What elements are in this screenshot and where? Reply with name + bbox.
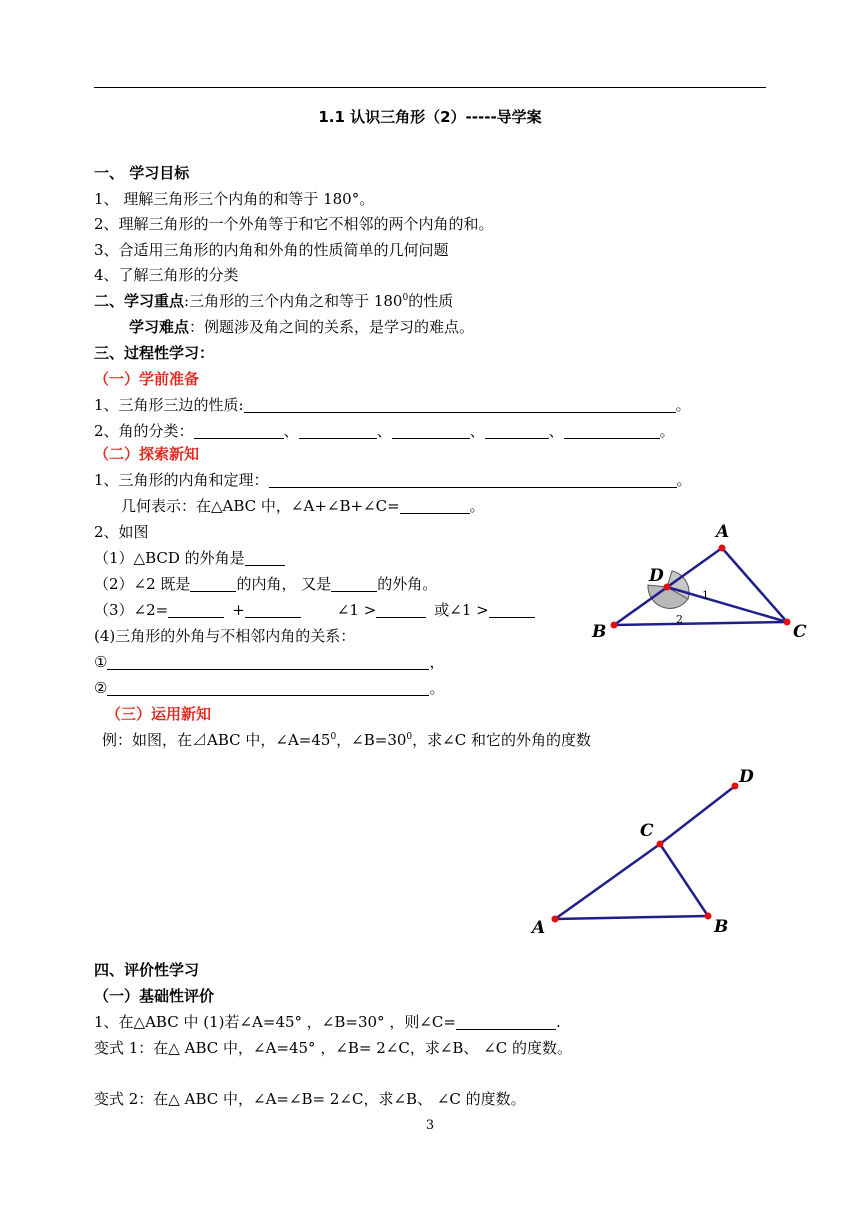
sub-question-2-part-a: （2）∠2 既是 bbox=[94, 575, 191, 593]
separator: 、 bbox=[469, 422, 485, 440]
side-ab bbox=[555, 916, 708, 919]
interior-of-blank[interactable] bbox=[190, 576, 236, 592]
evaluation-question-1 bbox=[94, 1012, 561, 1032]
sub-question-2-part-c: 的外角。 bbox=[377, 575, 438, 593]
basic-evaluation-heading: （一）基础性评价 bbox=[94, 987, 215, 1005]
label-a: A bbox=[716, 522, 730, 542]
explore-heading: （二）探索新知 bbox=[94, 445, 200, 463]
separator: 、 bbox=[548, 422, 564, 440]
segment-dc bbox=[667, 587, 787, 622]
theorem-blank[interactable] bbox=[269, 472, 677, 488]
evaluation-question-1-end: . bbox=[555, 1013, 561, 1031]
sub-question-1 bbox=[94, 548, 285, 568]
explore-question-1-text: 1、三角形的内角和定理： bbox=[94, 471, 269, 489]
label-d: D bbox=[739, 767, 754, 787]
prep-heading: （一）学前准备 bbox=[94, 370, 200, 388]
difficulty-text: ：例题涉及角之间的关系，是学习的难点。 bbox=[189, 318, 475, 336]
focus-line bbox=[94, 291, 453, 311]
angle-sum-blank-1[interactable] bbox=[168, 602, 224, 618]
section-4-heading: 四、评价性学习 bbox=[94, 961, 200, 979]
sub-question-3-part-c: ∠1 > bbox=[336, 601, 377, 619]
conclusion-blank-2[interactable] bbox=[107, 680, 429, 696]
prep-question-2 bbox=[94, 421, 675, 441]
example-line bbox=[102, 730, 591, 750]
example-part-b: ，∠B=30 bbox=[336, 731, 407, 749]
exterior-angle-blank[interactable] bbox=[245, 550, 285, 566]
point-b bbox=[705, 913, 712, 920]
separator: 、 bbox=[283, 422, 299, 440]
focus-label: 二、学习重点 bbox=[94, 292, 185, 310]
sub-question-4: (4)三角形的外角与不相邻内角的关系： bbox=[94, 627, 356, 645]
example-part-a: 例：如图，在⊿ABC 中，∠A=45 bbox=[102, 731, 331, 749]
label-c: C bbox=[640, 821, 654, 841]
angle-c-blank[interactable] bbox=[456, 1014, 556, 1030]
focus-degree: 0 bbox=[402, 293, 409, 303]
label-d: D bbox=[649, 566, 664, 586]
conclusion-1-marker: ① bbox=[94, 653, 108, 671]
geometric-blank[interactable] bbox=[400, 498, 470, 514]
difficulty-line bbox=[129, 317, 474, 337]
explore-question-2: 2、如图 bbox=[94, 523, 149, 541]
angle-type-blank-4[interactable] bbox=[485, 423, 549, 439]
plus-sign: + bbox=[232, 601, 245, 619]
conclusion-2-marker: ② bbox=[94, 679, 108, 697]
example-degree-2: 0 bbox=[406, 732, 413, 742]
conclusion-2-end: 。 bbox=[429, 679, 445, 697]
side-cb bbox=[660, 844, 708, 916]
sub-question-2 bbox=[94, 574, 437, 594]
conclusion-2 bbox=[94, 678, 444, 698]
point-c bbox=[657, 841, 664, 848]
exterior-of-blank[interactable] bbox=[331, 576, 377, 592]
point-a bbox=[719, 545, 726, 552]
prep-blank-1[interactable] bbox=[244, 397, 676, 413]
angle-sum-blank-2[interactable] bbox=[245, 602, 301, 618]
sub-question-3 bbox=[94, 600, 535, 620]
focus-tail: 的性质 bbox=[408, 292, 454, 310]
side-bc bbox=[614, 622, 787, 625]
angle-type-blank-3[interactable] bbox=[392, 423, 470, 439]
geometric-expression bbox=[121, 496, 485, 516]
point-d bbox=[732, 783, 739, 790]
angle-type-blank-2[interactable] bbox=[299, 423, 377, 439]
objective-item-4: 4、了解三角形的分类 bbox=[94, 266, 239, 284]
sub-question-2-part-b: 的内角， 又是 bbox=[236, 575, 332, 593]
objective-item-2: 2、理解三角形的一个外角等于和它不相邻的两个内角的和。 bbox=[94, 215, 494, 233]
greater-than-blank-2[interactable] bbox=[489, 602, 535, 618]
separator: 、 bbox=[376, 422, 392, 440]
conclusion-blank-1[interactable] bbox=[107, 654, 429, 670]
label-angle-2: 2 bbox=[676, 613, 683, 626]
sub-question-3-part-a: （3）∠2= bbox=[94, 601, 169, 619]
apply-heading: （三）运用新知 bbox=[106, 705, 212, 723]
focus-text: :三角形的三个内角之和等于 180 bbox=[184, 292, 403, 310]
example-part-c: ，求∠C 和它的外角的度数 bbox=[412, 731, 591, 749]
conclusion-1 bbox=[94, 652, 444, 672]
angle-type-blank-1[interactable] bbox=[194, 423, 284, 439]
objective-item-1: 1、 理解三角形三个内角的和等于 180°。 bbox=[94, 190, 375, 208]
label-c: C bbox=[793, 622, 807, 642]
document-title: 1.1 认识三角形（2）-----导学案 bbox=[318, 108, 542, 126]
prep-question-1-end: 。 bbox=[675, 396, 691, 414]
geometric-expression-text: 几何表示：在△ABC 中，∠A+∠B+∠C= bbox=[121, 497, 400, 515]
triangle-figure-2 bbox=[520, 760, 790, 945]
label-a: A bbox=[532, 918, 546, 938]
variant-1: 变式 1：在△ ABC 中，∠A=45° ，∠B= 2∠C，求∠B、 ∠C 的度数。 bbox=[94, 1039, 573, 1057]
point-b bbox=[611, 622, 618, 629]
explore-question-1 bbox=[94, 470, 692, 490]
angle-type-blank-5[interactable] bbox=[564, 423, 660, 439]
point-a bbox=[552, 916, 559, 923]
sub-question-1-text: （1）△BCD 的外角是 bbox=[94, 549, 245, 567]
section-1-heading: 一、 学习目标 bbox=[94, 164, 190, 182]
prep-question-1-text: 1、三角形三边的性质: bbox=[94, 396, 244, 414]
example-degree-1: 0 bbox=[330, 732, 337, 742]
geometric-expression-end: 。 bbox=[469, 497, 485, 515]
difficulty-label: 学习难点 bbox=[129, 318, 190, 336]
evaluation-question-1-text: 1、在△ABC 中 (1)若∠A=45° ，∠B=30° ，则∠C= bbox=[94, 1013, 456, 1031]
conclusion-1-end: ， bbox=[429, 653, 445, 671]
greater-than-blank-1[interactable] bbox=[376, 602, 426, 618]
side-ac bbox=[722, 548, 787, 622]
point-c bbox=[784, 619, 791, 626]
label-b: B bbox=[714, 917, 729, 937]
label-b: B bbox=[592, 622, 607, 642]
explore-question-1-end: 。 bbox=[676, 471, 692, 489]
point-d bbox=[664, 584, 671, 591]
header-rule bbox=[94, 87, 766, 88]
label-angle-1: 1 bbox=[702, 589, 709, 602]
prep-question-2-text: 2、角的分类： bbox=[94, 422, 194, 440]
prep-question-1 bbox=[94, 395, 691, 415]
prep-question-2-end: 。 bbox=[659, 422, 675, 440]
objective-item-3: 3、合适用三角形的内角和外角的性质简单的几何问题 bbox=[94, 241, 449, 259]
triangle-figure-1 bbox=[580, 515, 820, 650]
section-3-heading: 三、过程性学习： bbox=[94, 344, 215, 362]
sub-question-3-part-d: 或∠1 > bbox=[434, 601, 489, 619]
page-number: 3 bbox=[425, 1118, 435, 1133]
variant-2: 变式 2：在△ ABC 中，∠A=∠B= 2∠C，求∠B、 ∠C 的度数。 bbox=[94, 1090, 526, 1108]
side-ac bbox=[555, 844, 660, 919]
extension-cd bbox=[660, 786, 735, 844]
